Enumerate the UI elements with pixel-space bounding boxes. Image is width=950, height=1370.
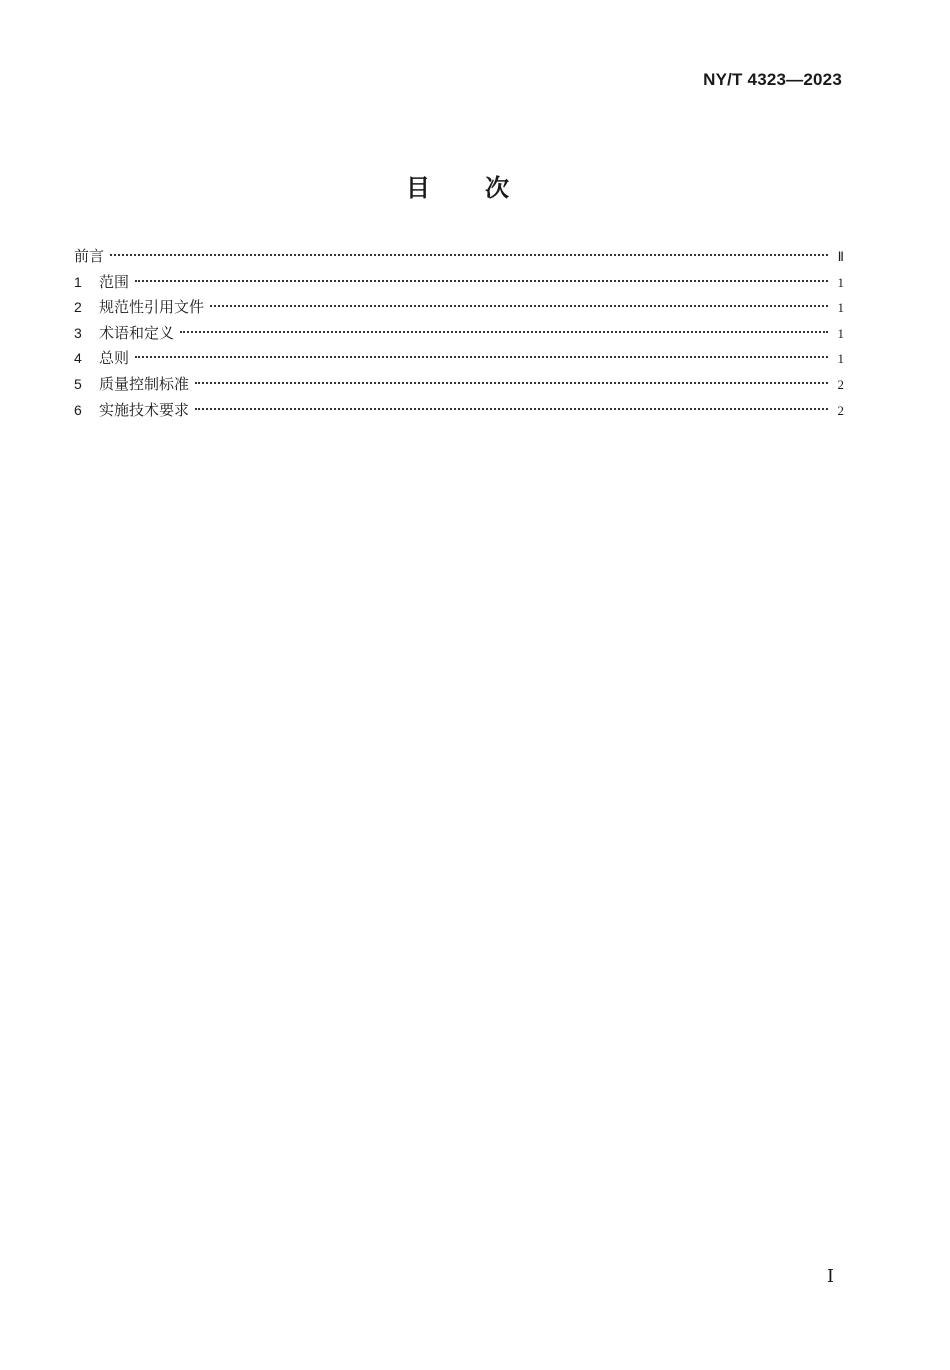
toc-entry-number: 1 <box>74 273 82 290</box>
toc-entry-page: 2 <box>837 376 844 392</box>
toc-entry-label: 规范性引用文件 <box>99 298 205 317</box>
toc-entry-technical-requirements[interactable] <box>74 398 844 424</box>
toc-entry-number: 5 <box>74 375 82 392</box>
toc-leader-dots <box>210 305 828 307</box>
toc-entry-number: 4 <box>74 350 82 367</box>
toc-entry-page: 1 <box>837 351 844 367</box>
toc-entry-normative-references[interactable] <box>74 295 844 321</box>
toc-entry-label: 术语和定义 <box>99 323 175 342</box>
toc-entry-label: 总则 <box>99 349 130 368</box>
toc-entry-scope[interactable] <box>74 270 844 296</box>
toc-entry-label: 前言 <box>74 247 105 265</box>
page-number: Ⅰ <box>826 1266 834 1286</box>
toc-leader-dots <box>135 280 828 282</box>
toc-leader-dots <box>135 356 828 358</box>
toc-entry-page: Ⅱ <box>837 249 844 264</box>
toc-title: 目次 <box>406 174 564 202</box>
standard-number: NY/T 4323—2023 <box>703 70 842 89</box>
toc-entry-quality-control[interactable] <box>74 372 844 398</box>
table-of-contents <box>74 244 844 423</box>
toc-entry-page: 2 <box>837 402 844 418</box>
toc-entry-label: 质量控制标准 <box>99 374 190 393</box>
toc-entry-terms-definitions[interactable] <box>74 321 844 347</box>
toc-entry-number: 2 <box>74 299 82 316</box>
toc-entry-label: 实施技术要求 <box>99 400 190 419</box>
toc-leader-dots <box>110 254 828 256</box>
toc-entry-page: 1 <box>837 325 844 341</box>
toc-entry-page: 1 <box>837 274 844 290</box>
toc-leader-dots <box>180 331 828 333</box>
toc-entry-number: 3 <box>74 324 82 341</box>
toc-entry-number: 6 <box>74 401 82 418</box>
toc-leader-dots <box>195 382 828 384</box>
toc-leader-dots <box>195 408 828 410</box>
toc-entry-general[interactable] <box>74 346 844 372</box>
toc-entry-label: 范围 <box>99 272 130 291</box>
toc-entry-foreword[interactable] <box>74 244 844 270</box>
toc-entry-page: 1 <box>837 300 844 316</box>
